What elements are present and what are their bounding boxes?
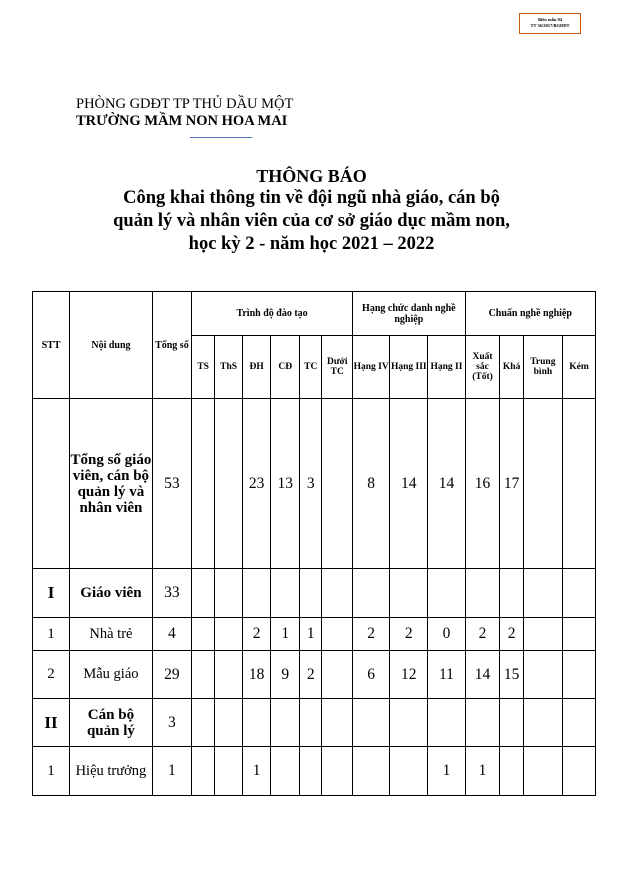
table-row xyxy=(33,618,596,651)
cell-kha xyxy=(500,699,523,747)
cell-stt: 1 xyxy=(33,747,70,796)
cell-content: Mẫu giáo xyxy=(70,651,153,699)
header-kem: Kém xyxy=(563,336,596,399)
cell-kem xyxy=(563,399,596,569)
cell-tc: 1 xyxy=(300,618,322,651)
cell-trung-binh xyxy=(523,747,562,796)
cell-hang-ii: 11 xyxy=(428,651,465,699)
cell-kha: 15 xyxy=(500,651,523,699)
cell-hang-iv xyxy=(353,699,390,747)
cell-kha: 17 xyxy=(500,399,523,569)
cell-total: 4 xyxy=(152,618,191,651)
table-row xyxy=(33,651,596,699)
title-block xyxy=(60,165,563,256)
header-training-group: Trình độ đào tạo xyxy=(192,292,353,336)
cell-cd xyxy=(271,699,300,747)
cell-ths xyxy=(215,651,243,699)
cell-kem xyxy=(563,699,596,747)
cell-hang-ii xyxy=(428,699,465,747)
cell-cd xyxy=(271,569,300,618)
cell-kem xyxy=(563,618,596,651)
cell-content: Giáo viên xyxy=(70,569,153,618)
table-row xyxy=(33,699,596,747)
cell-xuat-sac xyxy=(465,699,500,747)
cell-ts xyxy=(192,747,215,796)
cell-hang-ii: 14 xyxy=(428,399,465,569)
cell-content: Cán bộ quản lý xyxy=(70,699,153,747)
header-hang-iii: Hạng III xyxy=(390,336,428,399)
cell-hang-iv xyxy=(353,569,390,618)
notice-subtitle-line2: quản lý và nhân viên của cơ sở giáo dục mầm non, xyxy=(113,211,510,231)
cell-dh: 23 xyxy=(242,399,271,569)
cell-duoi-tc xyxy=(322,618,353,651)
table-row xyxy=(33,569,596,618)
cell-total: 1 xyxy=(152,747,191,796)
header-standard-group: Chuẩn nghề nghiệp xyxy=(465,292,596,336)
header-tc: TC xyxy=(300,336,322,399)
cell-hang-iii xyxy=(390,569,428,618)
cell-hang-ii xyxy=(428,569,465,618)
cell-stt: I xyxy=(33,569,70,618)
header-trung-binh: Trung bình xyxy=(523,336,562,399)
cell-tc xyxy=(300,569,322,618)
staff-table xyxy=(32,291,596,796)
cell-dh: 18 xyxy=(242,651,271,699)
cell-ts xyxy=(192,399,215,569)
cell-tc xyxy=(300,747,322,796)
cell-trung-binh xyxy=(523,569,562,618)
cell-duoi-tc xyxy=(322,699,353,747)
cell-total: 3 xyxy=(152,699,191,747)
cell-cd xyxy=(271,747,300,796)
cell-ts xyxy=(192,569,215,618)
cell-trung-binh xyxy=(523,651,562,699)
cell-kha xyxy=(500,569,523,618)
header-xuat-sac: Xuất sắc (Tốt) xyxy=(465,336,500,399)
cell-kha: 2 xyxy=(500,618,523,651)
cell-content: Tổng số giáo viên, cán bộ quản lý và nhân viên xyxy=(70,399,153,569)
cell-xuat-sac: 2 xyxy=(465,618,500,651)
table-row xyxy=(33,747,596,796)
cell-ts xyxy=(192,699,215,747)
cell-ths xyxy=(215,399,243,569)
cell-hang-iv: 8 xyxy=(353,399,390,569)
header-ths: ThS xyxy=(215,336,243,399)
cell-ts xyxy=(192,651,215,699)
document-header xyxy=(76,96,293,130)
cell-stt xyxy=(33,399,70,569)
cell-trung-binh xyxy=(523,699,562,747)
cell-total: 29 xyxy=(152,651,191,699)
header-hang-iv: Hạng IV xyxy=(353,336,390,399)
cell-kem xyxy=(563,651,596,699)
cell-tc xyxy=(300,699,322,747)
cell-hang-iv: 2 xyxy=(353,618,390,651)
form-code-line2: TT 36/2017/BGDĐT xyxy=(530,23,570,28)
cell-trung-binh xyxy=(523,618,562,651)
cell-hang-iv xyxy=(353,747,390,796)
cell-total: 33 xyxy=(152,569,191,618)
header-total: Tổng số xyxy=(152,292,191,399)
cell-hang-ii: 0 xyxy=(428,618,465,651)
header-rank-group: Hạng chức danh nghề nghiệp xyxy=(353,292,465,336)
notice-title: THÔNG BÁO xyxy=(256,166,367,186)
cell-content: Nhà trẻ xyxy=(70,618,153,651)
cell-ths xyxy=(215,747,243,796)
header-duoi-tc: Dưới TC xyxy=(322,336,353,399)
cell-hang-iv: 6 xyxy=(353,651,390,699)
cell-kha xyxy=(500,747,523,796)
header-stt: STT xyxy=(33,292,70,399)
cell-xuat-sac: 14 xyxy=(465,651,500,699)
cell-kem xyxy=(563,569,596,618)
form-code-box xyxy=(519,13,581,34)
header-kha: Khá xyxy=(500,336,523,399)
cell-xuat-sac: 1 xyxy=(465,747,500,796)
header-ts: TS xyxy=(192,336,215,399)
notice-subtitle-line1: Công khai thông tin về đội ngũ nhà giáo, cán bộ xyxy=(123,188,500,208)
cell-hang-iii: 2 xyxy=(390,618,428,651)
cell-hang-iii: 14 xyxy=(390,399,428,569)
cell-tc: 2 xyxy=(300,651,322,699)
department-name: PHÒNG GDĐT TP THỦ DẦU MỘT xyxy=(76,96,294,112)
cell-cd: 1 xyxy=(271,618,300,651)
cell-xuat-sac xyxy=(465,569,500,618)
cell-duoi-tc xyxy=(322,651,353,699)
cell-xuat-sac: 16 xyxy=(465,399,500,569)
cell-dh: 2 xyxy=(242,618,271,651)
form-code-line1: Biểu mẫu 04 xyxy=(537,17,562,22)
cell-hang-ii: 1 xyxy=(428,747,465,796)
cell-duoi-tc xyxy=(322,399,353,569)
cell-duoi-tc xyxy=(322,747,353,796)
cell-ts xyxy=(192,618,215,651)
header-underline xyxy=(190,137,252,138)
cell-total: 53 xyxy=(152,399,191,569)
cell-cd: 9 xyxy=(271,651,300,699)
cell-kem xyxy=(563,747,596,796)
cell-stt: II xyxy=(33,699,70,747)
school-name: TRƯỜNG MẦM NON HOA MAI xyxy=(76,113,288,129)
cell-cd: 13 xyxy=(271,399,300,569)
cell-ths xyxy=(215,569,243,618)
cell-dh xyxy=(242,699,271,747)
header-dh: ĐH xyxy=(242,336,271,399)
cell-dh: 1 xyxy=(242,747,271,796)
cell-stt: 2 xyxy=(33,651,70,699)
notice-subtitle-line3: học kỳ 2 - năm học 2021 – 2022 xyxy=(188,234,435,254)
table-row xyxy=(33,399,596,569)
cell-hang-iii xyxy=(390,747,428,796)
cell-hang-iii xyxy=(390,699,428,747)
header-content: Nội dung xyxy=(70,292,153,399)
cell-trung-binh xyxy=(523,399,562,569)
header-hang-ii: Hạng II xyxy=(428,336,465,399)
cell-content: Hiệu trưởng xyxy=(70,747,153,796)
cell-stt: 1 xyxy=(33,618,70,651)
cell-hang-iii: 12 xyxy=(390,651,428,699)
cell-duoi-tc xyxy=(322,569,353,618)
cell-ths xyxy=(215,699,243,747)
cell-tc: 3 xyxy=(300,399,322,569)
cell-dh xyxy=(242,569,271,618)
cell-ths xyxy=(215,618,243,651)
header-cd: CĐ xyxy=(271,336,300,399)
